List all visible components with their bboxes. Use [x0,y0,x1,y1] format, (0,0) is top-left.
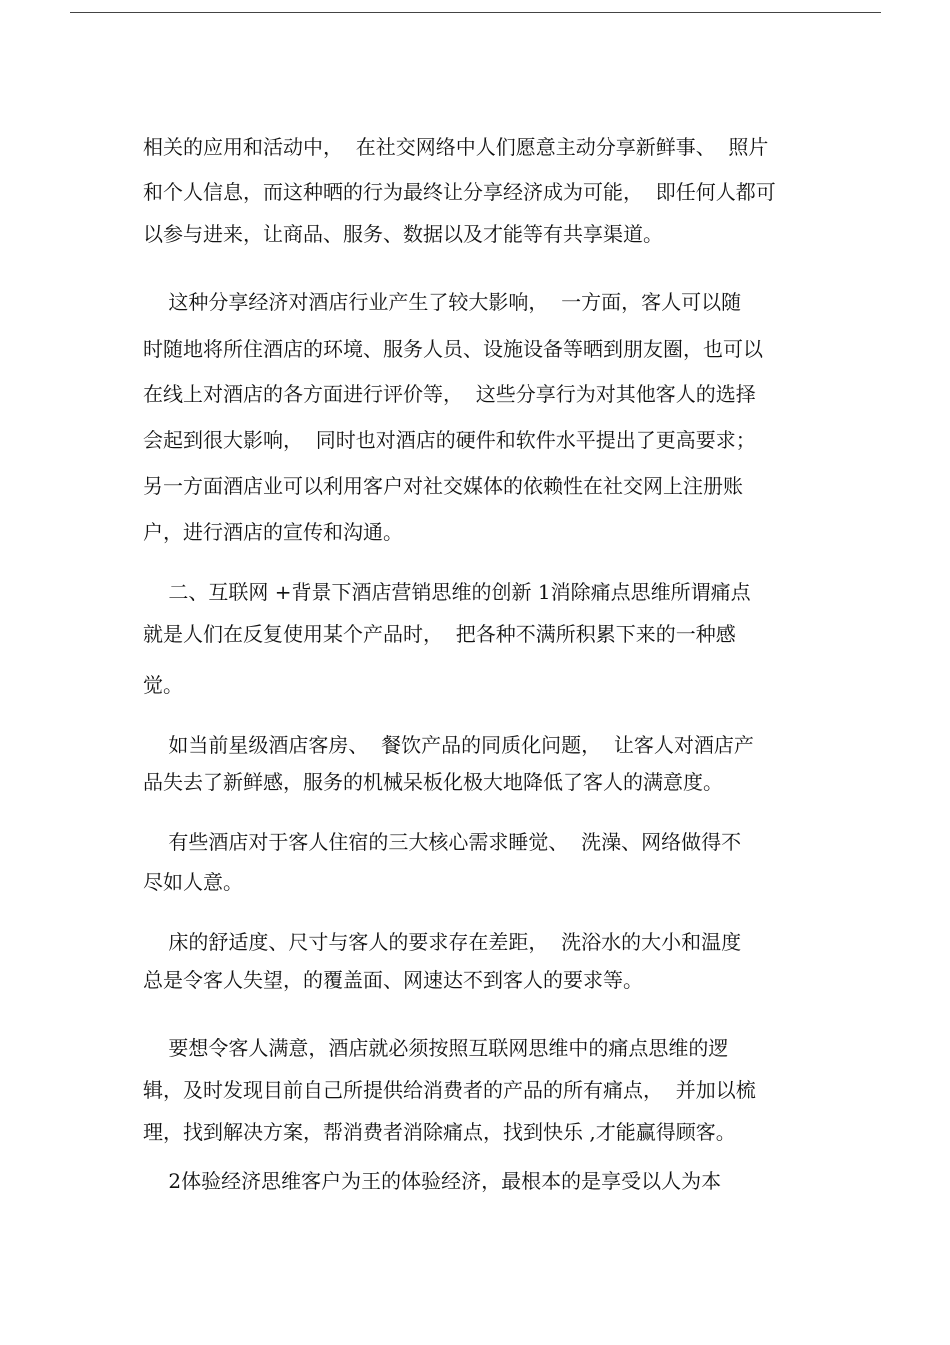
text-line: 相关的应用和活动中， 在社交网络中人们愿意主动分享新鲜事、 照片 [143,135,769,159]
text-line: 床的舒适度、尺寸与客人的要求存在差距， 洗浴水的大小和温度 [143,930,742,954]
text-line: 就是人们在反复使用某个产品时， 把各种不满所积累下来的一种感 [143,622,736,646]
text-line: 2体验经济思维客户为王的体验经济，最根本的是享受以人为本 [143,1169,722,1193]
text-line: 和个人信息，而这种晒的行为最终让分享经济成为可能， 即任何人都可 [143,180,776,204]
text-line: 如当前星级酒店客房、 餐饮产品的同质化问题， 让客人对酒店产 [143,733,754,757]
text-line: 另一方面酒店业可以利用客户对社交媒体的依赖性在社交网上注册账 [143,474,743,498]
text-line: 在线上对酒店的各方面进行评价等， 这些分享行为对其他客人的选择 [143,382,756,406]
text-line: 这种分享经济对酒店行业产生了较大影响， 一方面，客人可以随 [143,290,742,314]
text-line: 品失去了新鲜感，服务的机械呆板化极大地降低了客人的满意度。 [143,770,723,794]
text-line: 尽如人意。 [143,870,243,894]
text-line: 理，找到解决方案，帮消费者消除痛点，找到快乐 ,才能赢得顾客。 [143,1120,736,1144]
text-line: 总是令客人失望，的覆盖面、网速达不到客人的要求等。 [143,968,643,992]
text-line: 觉。 [143,673,183,697]
text-line: 以参与进来，让商品、服务、数据以及才能等有共享渠道。 [143,222,663,246]
text-line: 辑，及时发现目前自己所提供给消费者的产品的所有痛点， 并加以梳 [143,1078,756,1102]
text-line: 要想令客人满意，酒店就必须按照互联网思维中的痛点思维的逻 [143,1036,729,1060]
text-line: 有些酒店对于客人住宿的三大核心需求睡觉、 洗澡、网络做得不 [143,830,742,854]
text-line: 时随地将所住酒店的环境、服务人员、设施设备等晒到朋友圈，也可以 [143,337,763,361]
text-line: 二、互联网 +背景下酒店营销思维的创新 1消除痛点思维所谓痛点 [143,580,751,604]
text-line: 会起到很大影响， 同时也对酒店的硬件和软件水平提出了更高要求； [143,428,756,452]
text-line: 户，进行酒店的宣传和沟通。 [143,520,403,544]
header-rule [70,12,881,13]
